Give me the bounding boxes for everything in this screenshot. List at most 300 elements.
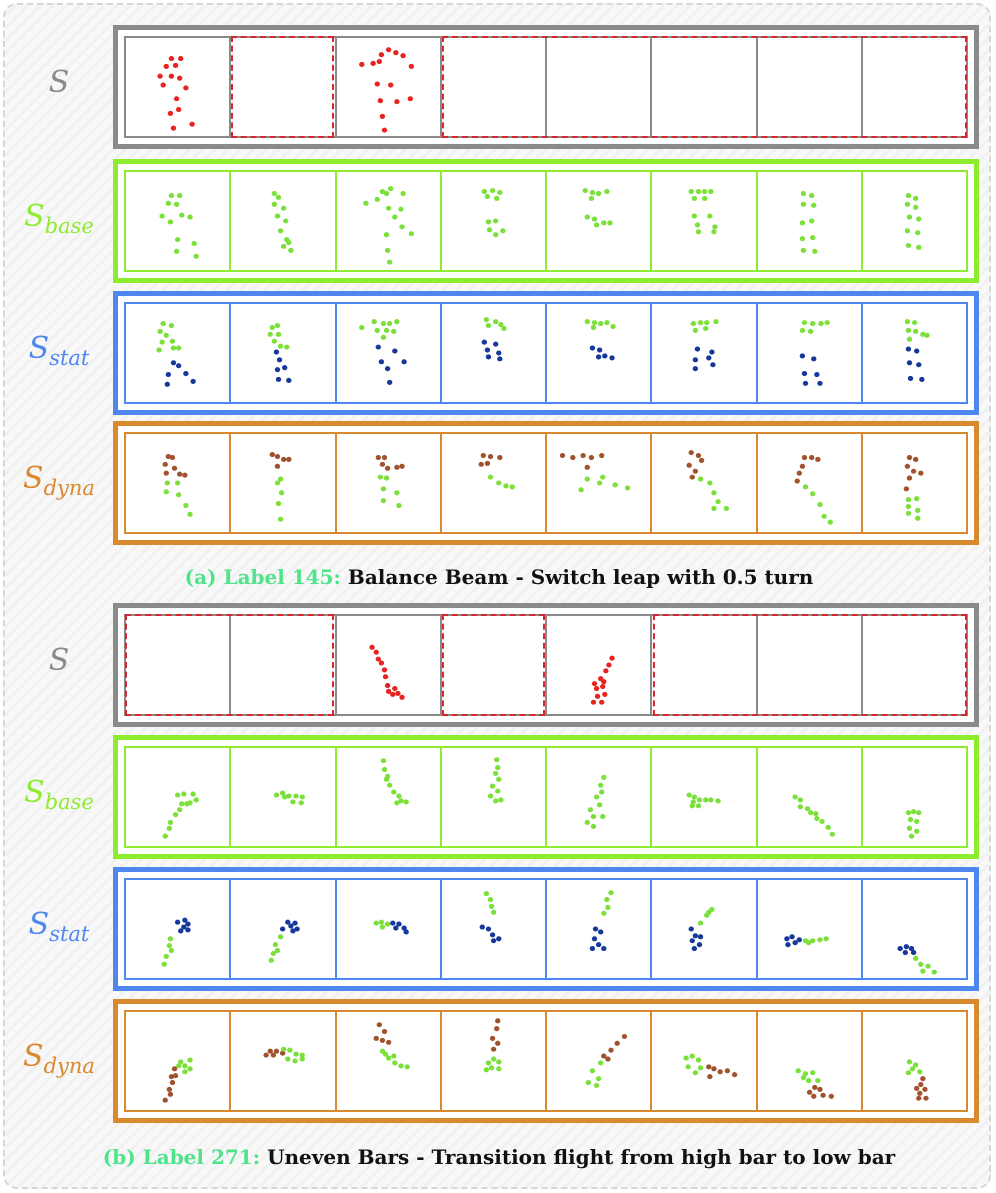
skeleton-frame [337,748,440,846]
joint-point-blue [486,926,491,931]
joint-point-green [792,794,797,799]
joint-point-green [164,954,169,959]
joint-point-green [382,1052,387,1057]
joint-point-red [379,114,384,119]
joint-point-blue [490,932,495,937]
joint-point-green [275,323,280,328]
joint-point-green [905,243,910,248]
joint-point-green [703,797,708,802]
joint-point-green [925,964,930,969]
joint-point-green [904,202,909,207]
joint-point-green [604,320,609,325]
joint-point-green [702,196,707,201]
joint-point-green [800,1075,805,1080]
joint-point-green [194,797,199,802]
joint-point-green [907,337,912,342]
joint-point-green [392,1060,397,1065]
frame-cell [440,38,545,136]
joint-point-green [812,249,817,254]
frame-cell [861,434,966,532]
joint-point-green [691,799,696,804]
frame-cell [861,880,966,978]
joint-point-blue [593,926,598,931]
joint-point-green [578,487,583,492]
joint-point-red [408,64,413,69]
joint-point-green [300,1056,305,1061]
joint-point-green [594,222,599,227]
joint-point-red [157,74,162,79]
skeleton-frame [442,38,545,136]
joint-point-brown [689,450,694,455]
joint-point-green [378,920,383,925]
joint-point-green [169,193,174,198]
joint-point-green [182,1069,187,1074]
skeleton-frame [547,748,650,846]
joint-point-green [399,224,404,229]
joint-point-green [381,767,386,772]
joint-point-green [490,188,495,193]
skeleton-frame [442,172,545,270]
joint-point-brown [580,453,585,458]
joint-point-green [698,1065,703,1070]
joint-point-green [797,804,802,809]
joint-point-red [395,691,400,696]
row-label-main: S [24,199,45,234]
skeleton-frame [231,38,334,136]
frame-cell [650,172,755,270]
joint-point-green [486,219,491,224]
joint-point-green [380,321,385,326]
skeleton-frame [547,1012,650,1110]
joint-point-blue [496,936,501,941]
joint-point-green [496,480,501,485]
joint-point-brown [373,1036,378,1041]
frame-strip-s-dyna [113,999,979,1123]
joint-point-green [168,936,173,941]
joint-point-brown [918,1082,923,1087]
joint-point-green [183,503,188,508]
row-label-s-stat [5,331,113,370]
joint-point-green [585,319,590,324]
joint-point-green [394,800,399,805]
joint-point-brown [495,1041,500,1046]
joint-point-brown [799,464,804,469]
joint-point-green [920,969,925,974]
joint-point-green [363,201,368,206]
joint-point-blue [282,365,287,370]
joint-point-green [487,227,492,232]
joint-point-green [592,320,597,325]
frame-cell [126,1012,229,1110]
joint-point-brown [271,1053,276,1058]
joint-point-green [380,498,385,503]
joint-point-brown [920,1076,925,1081]
joint-point-green [273,942,278,947]
joint-point-blue [609,355,614,360]
joint-point-green [493,319,498,324]
frame-strip-inner [124,302,968,404]
joint-point-green [805,940,810,945]
joint-point-brown [270,452,275,457]
frame-strip-inner [124,36,968,138]
skeleton-frame [863,304,966,402]
joint-point-green [908,817,913,822]
joint-point-green [817,502,822,507]
joint-point-brown [903,486,908,491]
joint-point-brown [817,1087,822,1092]
joint-point-blue [801,371,806,376]
joint-point-brown [385,1040,390,1045]
joint-point-blue [277,357,282,362]
joint-point-green [819,819,824,824]
joint-point-blue [602,353,607,358]
joint-point-green [809,193,814,198]
joint-point-green [590,190,595,195]
skeleton-frame [547,616,650,714]
frame-cell [861,172,966,270]
joint-point-brown [615,1041,620,1046]
joint-point-green [797,797,802,802]
joint-point-brown [379,462,384,467]
joint-point-green [394,490,399,495]
joint-point-green [702,189,707,194]
joint-point-green [585,215,590,220]
joint-point-blue [486,354,491,359]
joint-point-green [604,897,609,902]
joint-point-green [815,1078,820,1083]
joint-point-blue [698,934,703,939]
skeleton-frame [126,880,229,978]
joint-point-green [591,814,596,819]
joint-point-brown [163,462,168,467]
frame-cell [440,1012,545,1110]
joint-point-blue [403,929,408,934]
joint-point-green [491,1056,496,1061]
frame-cell [756,748,861,846]
frame-cell [229,616,334,714]
row-label-s-dyna [5,461,113,500]
joint-point-green [916,216,921,221]
joint-point-brown [488,454,493,459]
joint-point-green [905,497,910,502]
joint-point-blue [695,347,700,352]
frame-cell [756,172,861,270]
joint-point-blue [496,350,501,355]
joint-point-green [805,1078,810,1083]
joint-point-brown [275,454,280,459]
joint-point-green [597,802,602,807]
skeleton-frame [547,172,650,270]
frame-cell [650,616,755,714]
frame-strip-inner [124,1010,968,1112]
frame-cell [545,880,650,978]
joint-point-red [592,681,597,686]
skeleton-frame [337,616,440,714]
joint-point-green [496,1059,501,1064]
frame-cell [440,880,545,978]
joint-point-green [173,812,178,817]
joint-point-green [913,196,918,201]
joint-point-green [165,480,170,485]
joint-point-green [810,321,815,326]
joint-point-green [904,228,909,233]
joint-point-green [698,320,703,325]
joint-point-green [489,1065,494,1070]
joint-point-green [276,332,281,337]
joint-point-green [818,321,823,326]
skeleton-frame [758,38,861,136]
joint-point-green [823,936,828,941]
joint-point-red [399,695,404,700]
frame-cell [545,748,650,846]
joint-point-blue [799,353,804,358]
figure-container [3,3,991,1189]
joint-point-green [299,800,304,805]
joint-point-brown [913,457,918,462]
joint-point-brown [914,1086,919,1091]
joint-point-brown [264,1053,269,1058]
joint-point-green [597,480,602,485]
skeleton-frame [231,616,334,714]
joint-point-red [183,85,188,90]
joint-point-blue [693,933,698,938]
joint-point-green [911,809,916,814]
skeleton-frame [337,880,440,978]
joint-point-green [396,503,401,508]
joint-point-blue [185,927,190,932]
joint-point-green [707,214,712,219]
joint-point-green [187,512,192,517]
frame-cell [861,38,966,136]
frame-cell [756,304,861,402]
joint-point-green [278,934,283,939]
frame-strip-inner [124,614,968,716]
frame-cell [229,434,334,532]
joint-point-red [171,126,176,131]
joint-point-green [827,520,832,525]
joint-point-brown [923,1096,928,1101]
joint-point-blue [693,357,698,362]
row-label-main: S [23,461,44,496]
frame-cell [229,172,334,270]
joint-point-blue [784,936,789,941]
skeleton-frame [758,748,861,846]
joint-point-green [691,321,696,326]
frame-cell [335,616,440,714]
joint-point-green [625,485,630,490]
joint-point-brown [917,1091,922,1096]
frame-cell [440,434,545,532]
joint-point-red [160,82,165,87]
joint-point-blue [386,380,391,385]
joint-point-green [182,1063,187,1068]
joint-point-blue [601,946,606,951]
frame-cell [335,880,440,978]
row-label-subscript: dyna [43,476,95,500]
joint-point-green [490,784,495,789]
joint-point-green [484,194,489,199]
joint-point-green [600,475,605,480]
joint-point-green [159,214,164,219]
joint-point-red [602,692,607,697]
skeleton-frame [442,304,545,402]
joint-point-blue [171,360,176,365]
joint-point-blue [690,938,695,943]
joint-point-green [176,346,181,351]
joint-point-green [483,1067,488,1072]
joint-point-blue [178,928,183,933]
joint-point-blue [378,359,383,364]
joint-point-green [373,921,378,926]
joint-point-green [598,783,603,788]
joint-point-green [913,329,918,334]
joint-point-red [174,96,179,101]
joint-point-red [189,122,194,127]
joint-point-green [799,220,804,225]
joint-point-brown [275,464,280,469]
joint-point-blue [291,928,296,933]
joint-point-green [802,484,807,489]
caption-label: (b) Label 271: [102,1145,261,1169]
joint-point-green [586,1080,591,1085]
joint-point-red [173,63,178,68]
frame-strip-inner [124,746,968,848]
frame-cell [861,616,966,714]
joint-point-green [693,328,698,333]
joint-point-green [166,201,171,206]
joint-point-green [293,1058,298,1063]
joint-point-green [905,504,910,509]
joint-point-brown [399,464,404,469]
frame-strip-s-base [113,159,979,283]
joint-point-green [403,799,408,804]
frame-strip-inner [124,170,968,272]
joint-point-green [825,825,830,830]
joint-point-green [703,326,708,331]
joint-point-green [907,826,912,831]
joint-point-brown [570,455,575,460]
joint-point-green [284,345,289,350]
joint-point-green [708,189,713,194]
joint-point-green [275,948,280,953]
joint-point-green [592,216,597,221]
joint-point-green [610,324,615,329]
joint-point-brown [491,1047,496,1052]
joint-point-brown [706,1064,711,1069]
joint-point-brown [599,453,604,458]
joint-point-green [386,321,391,326]
joint-point-green [275,214,280,219]
joint-point-green [594,1083,599,1088]
skeleton-frame [126,38,229,136]
joint-point-red [388,82,393,87]
joint-point-blue [275,367,280,372]
skeleton-frame [126,1012,229,1110]
joint-point-green [696,1057,701,1062]
frame-cell [335,172,440,270]
joint-point-green [807,329,812,334]
joint-point-green [829,832,834,837]
row-label-s-base [5,199,113,238]
skeleton-frame [231,748,334,846]
joint-point-red [373,650,378,655]
joint-point-green [912,320,917,325]
joint-point-brown [904,464,909,469]
skeleton-frame [231,880,334,978]
row-label-main: S [23,1039,44,1074]
joint-point-blue [905,347,910,352]
joint-point-green [712,506,717,511]
joint-point-brown [806,1090,811,1095]
skeleton-frame [126,434,229,532]
joint-point-brown [182,473,187,478]
joint-point-green [585,820,590,825]
joint-point-green [272,191,277,196]
joint-point-green [272,339,277,344]
joint-point-blue [897,946,902,951]
joint-point-green [383,191,388,196]
joint-point-green [500,228,505,233]
joint-point-blue [274,349,279,354]
skeleton-frame [652,172,755,270]
joint-point-brown [811,1094,816,1099]
joint-point-green [695,222,700,227]
joint-point-red [382,674,387,679]
joint-point-brown [163,1098,168,1103]
joint-point-brown [812,1085,817,1090]
joint-point-green [905,511,910,516]
joint-point-brown [172,466,177,471]
joint-point-brown [922,1087,927,1092]
joint-point-red [394,99,399,104]
joint-point-green [607,220,612,225]
joint-point-blue [597,348,602,353]
frame-cell [545,172,650,270]
skeleton-frame [547,434,650,532]
skeleton-frame [758,304,861,402]
frame-cell [335,434,440,532]
frame-cell [229,38,334,136]
caption-label: (a) Label 145: [184,565,341,589]
joint-point-green [169,323,174,328]
joint-point-green [905,193,910,198]
frame-cell [126,38,229,136]
joint-point-green [684,1056,689,1061]
joint-point-green [493,771,498,776]
joint-point-green [706,910,711,915]
skeleton-frame [863,748,966,846]
joint-point-green [708,797,713,802]
joint-point-green [931,970,936,975]
row-label-subscript: base [44,214,94,238]
joint-point-blue [493,342,498,347]
joint-point-brown [605,1056,610,1061]
joint-point-red [599,700,604,705]
joint-point-green [916,810,921,815]
joint-point-green [488,475,493,480]
skeleton-frame [442,1012,545,1110]
joint-point-brown [801,455,806,460]
joint-point-blue [710,362,715,367]
joint-point-blue [401,359,406,364]
frame-cell [335,748,440,846]
joint-point-blue [916,362,921,367]
joint-point-green [384,248,389,253]
joint-point-green [714,319,719,324]
joint-point-green [687,792,692,797]
joint-point-brown [379,1038,384,1043]
joint-point-brown [718,1069,723,1074]
